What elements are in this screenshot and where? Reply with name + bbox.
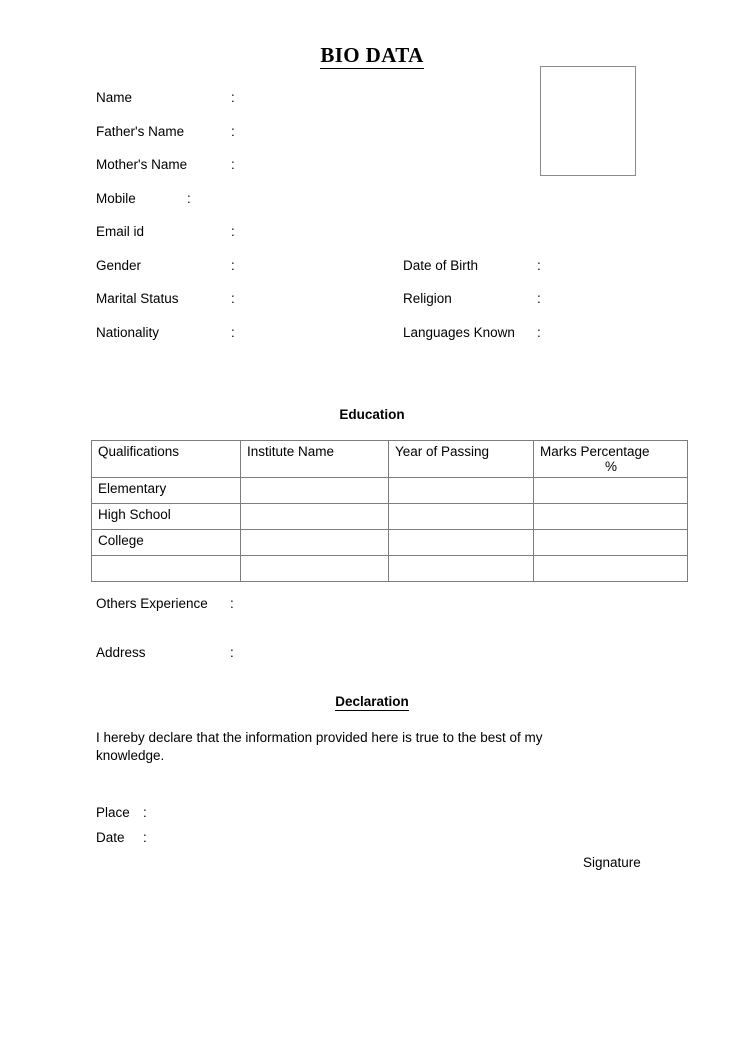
table-cell-institute[interactable] (241, 478, 389, 504)
photo-placeholder-box[interactable] (540, 66, 636, 176)
table-cell-institute[interactable] (241, 556, 389, 582)
field-label-others-experience: Others Experience (96, 596, 208, 611)
page-title (0, 43, 744, 68)
table-cell-year[interactable] (389, 504, 534, 530)
field-colon-marital-status: : (231, 291, 235, 306)
field-label-marital-status: Marital Status (96, 291, 179, 306)
table-row (92, 504, 688, 530)
field-colon-date-of-birth: : (537, 258, 541, 273)
field-label-mobile: Mobile (96, 191, 136, 206)
field-colon-address: : (230, 645, 234, 660)
table-cell-qualification[interactable] (92, 556, 241, 582)
table-header-qualifications (92, 441, 241, 478)
field-colon-nationality: : (231, 325, 235, 340)
table-cell-marks[interactable] (534, 530, 688, 556)
field-label-address: Address (96, 645, 146, 660)
table-cell-qualification[interactable]: Elementary (92, 478, 241, 504)
table-header-marks-percentage-text: Marks Percentage (540, 444, 650, 459)
field-colon-fathers-name: : (231, 124, 235, 139)
field-colon-religion: : (537, 291, 541, 306)
table-cell-year[interactable] (389, 478, 534, 504)
table-cell-year[interactable] (389, 556, 534, 582)
signature-label: Signature (583, 855, 641, 870)
field-label-date: Date (96, 830, 125, 845)
table-cell-qualification[interactable]: College (92, 530, 241, 556)
table-cell-year[interactable] (389, 530, 534, 556)
table-cell-marks[interactable] (534, 556, 688, 582)
field-label-name: Name (96, 90, 133, 105)
education-heading: Education (339, 407, 405, 422)
field-label-languages-known: Languages Known (403, 325, 515, 340)
declaration-body-text: I hereby declare that the information provided here is true to the best of my knowledge. (96, 730, 543, 763)
declaration-heading-text: Declaration (335, 694, 409, 709)
field-colon-languages-known: : (537, 325, 541, 340)
table-header-year-of-passing (389, 441, 534, 478)
table-header-row (92, 441, 688, 478)
table-cell-marks[interactable] (534, 504, 688, 530)
field-colon-place: : (143, 805, 147, 820)
field-colon-date: : (143, 830, 147, 845)
field-colon-email-id: : (231, 224, 235, 239)
table-header-year-of-passing-text: Year of Passing (395, 444, 490, 459)
page-title-text: BIO DATA (320, 43, 424, 67)
field-label-nationality: Nationality (96, 325, 160, 340)
table-cell-institute[interactable] (241, 504, 389, 530)
field-label-mothers-name: Mother's Name (96, 157, 188, 172)
table-header-marks-percentage-symbol: % (604, 459, 617, 474)
education-table (91, 440, 688, 582)
table-header-institute-name-text: Institute Name (247, 444, 335, 459)
declaration-heading (0, 694, 744, 709)
field-colon-others-experience: : (230, 596, 234, 611)
table-row (92, 478, 688, 504)
field-label-gender: Gender (96, 258, 142, 273)
field-label-email-id: Email id (96, 224, 145, 239)
field-colon-mothers-name: : (231, 157, 235, 172)
field-colon-gender: : (231, 258, 235, 273)
table-cell-qualification[interactable]: High School (92, 504, 241, 530)
table-header-marks-percentage (534, 441, 688, 478)
field-label-religion: Religion (403, 291, 452, 306)
table-row (92, 556, 688, 582)
field-colon-name: : (231, 90, 235, 105)
table-header-qualifications-text: Qualifications (98, 444, 180, 459)
field-label-place: Place (96, 805, 130, 820)
field-colon-mobile: : (187, 191, 191, 206)
table-cell-institute[interactable] (241, 530, 389, 556)
table-header-institute-name (241, 441, 389, 478)
table-row (92, 530, 688, 556)
field-label-date-of-birth: Date of Birth (403, 258, 479, 273)
field-label-fathers-name: Father's Name (96, 124, 185, 139)
table-cell-marks[interactable] (534, 478, 688, 504)
